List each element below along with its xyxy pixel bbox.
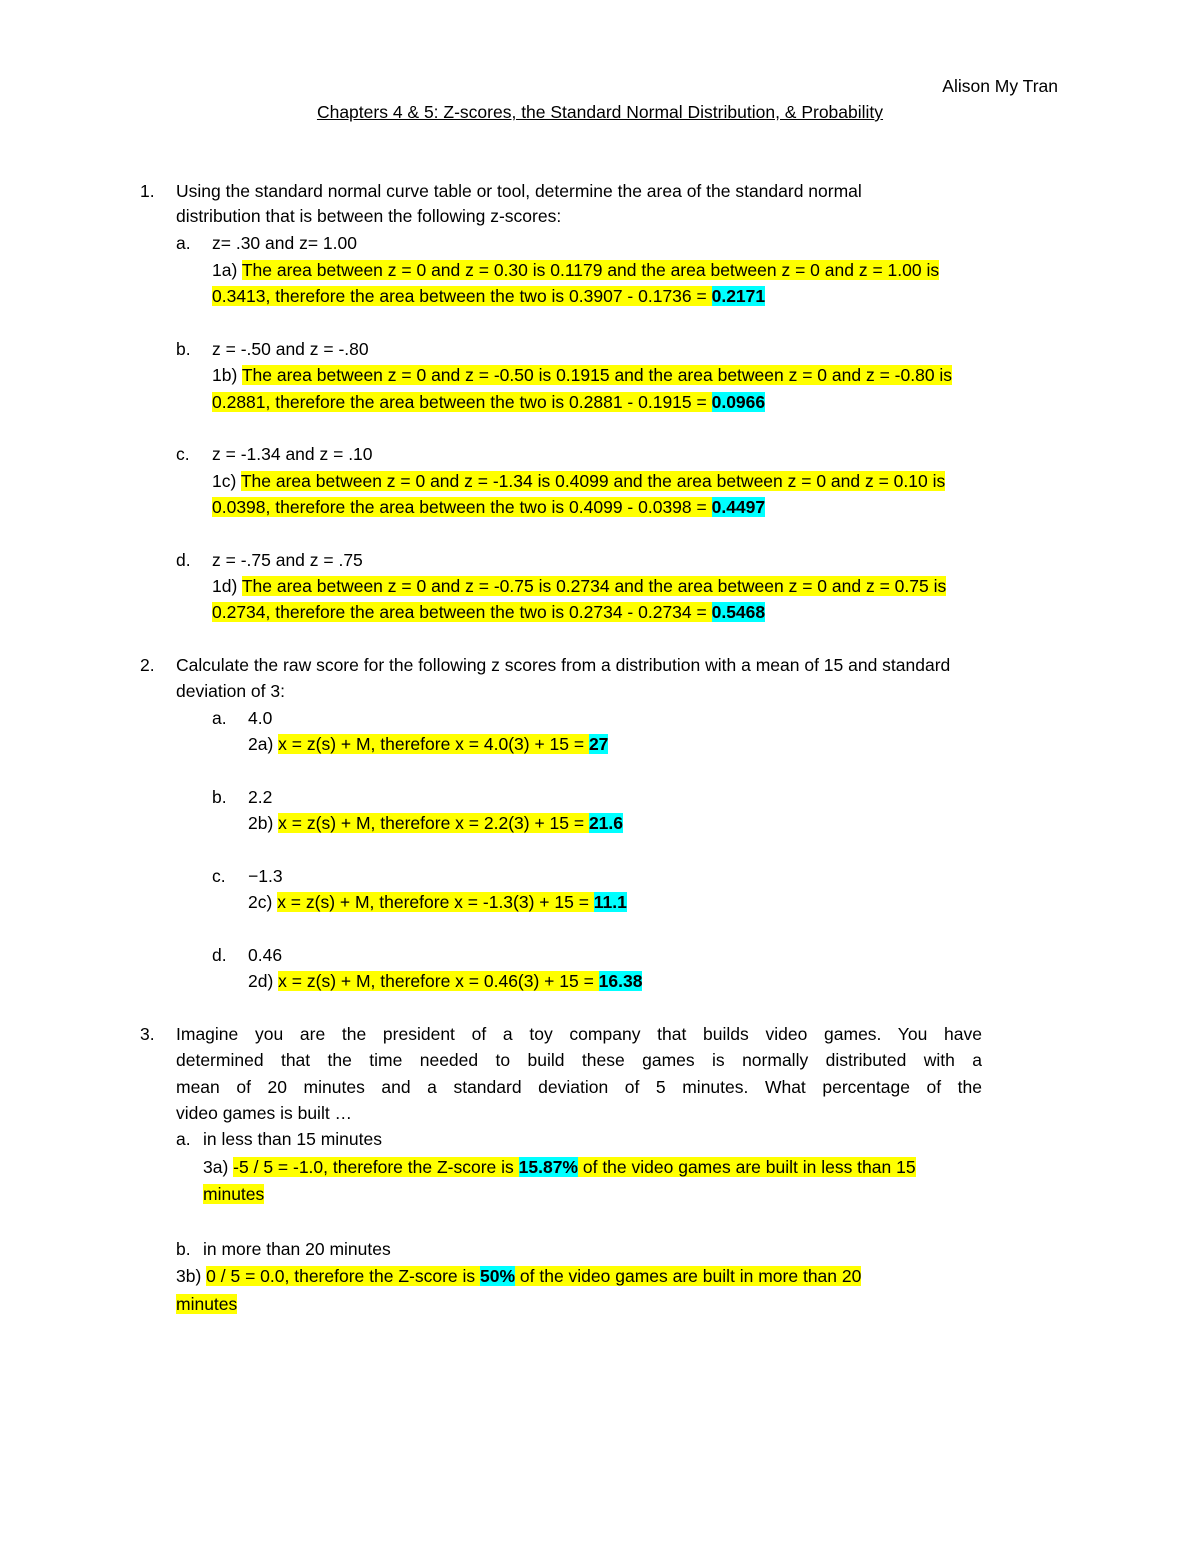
q1d-tag: 1d) xyxy=(212,576,238,596)
q2a-tag: 2a) xyxy=(248,734,274,754)
q2b-tag: 2b) xyxy=(248,813,274,833)
q1a-label: a. xyxy=(176,233,191,253)
q1c-work-line2: 0.0398, therefore the area between the two is 0.4099 - 0.0398 = xyxy=(212,497,712,517)
q2b-prompt: 2.2 xyxy=(248,787,273,807)
q2b-answer xyxy=(248,812,623,834)
document-title: Chapters 4 & 5: Z-scores, the Standard Normal Distribution, & Probability xyxy=(316,102,884,122)
q3b-work-post: of the video games are built in more than 20 xyxy=(515,1266,862,1286)
q1c-prompt: z = -1.34 and z = .10 xyxy=(212,444,373,464)
q2a-work: x = z(s) + M, therefore x = 4.0(3) + 15 = xyxy=(278,734,589,754)
q1a-answer-line1 xyxy=(212,259,939,281)
q1d-answer-line2 xyxy=(212,601,765,623)
q3a-answer-line1 xyxy=(203,1156,916,1178)
q3-text-line1: Imagine you are the president of a toy company that builds video games. You have xyxy=(176,1024,982,1044)
q1d-label: d. xyxy=(176,550,191,570)
q3a-result: 15.87% xyxy=(518,1157,578,1177)
q1a-answer-line2 xyxy=(212,285,765,307)
q3-text-line2: determined that the time needed to build these games is normally distributed with a xyxy=(176,1050,982,1070)
q1a-result: 0.2171 xyxy=(711,286,766,306)
q3b-tag: 3b) xyxy=(176,1266,202,1286)
q3b-work: 0 / 5 = 0.0, therefore the Z-score is xyxy=(206,1266,480,1286)
q1-text-line1: Using the standard normal curve table or tool, determine the area of the standard normal xyxy=(176,181,862,201)
q2-number: 2. xyxy=(140,655,155,675)
q3-text-line4: video games is built … xyxy=(176,1103,353,1123)
q2a-result: 27 xyxy=(588,734,609,754)
q3b-answer-line1 xyxy=(176,1265,861,1287)
q3a-prompt: in less than 15 minutes xyxy=(203,1129,382,1149)
q3a-tag: 3a) xyxy=(203,1157,229,1177)
q1b-work-line1: The area between z = 0 and z = -0.50 is 0.1915 and the area between z = 0 and z = -0.80 is xyxy=(241,365,953,385)
q3a-work-cont: minutes xyxy=(203,1184,265,1204)
q2d-prompt: 0.46 xyxy=(248,945,283,965)
author-name: Alison My Tran xyxy=(942,76,1058,96)
q2c-work: x = z(s) + M, therefore x = -1.3(3) + 15 = xyxy=(277,892,594,912)
q3-text-line3: mean of 20 minutes and a standard deviation of 5 minutes. What percentage of the xyxy=(176,1077,982,1097)
q1d-prompt: z = -.75 and z = .75 xyxy=(212,550,363,570)
q3-number: 3. xyxy=(140,1024,155,1044)
q3a-work: -5 / 5 = -1.0, therefore the Z-score is xyxy=(233,1157,519,1177)
q1b-answer-line2 xyxy=(212,391,765,413)
q2c-prompt: −1.3 xyxy=(248,866,283,886)
q2-text-line2: deviation of 3: xyxy=(176,681,285,701)
q2a-answer xyxy=(248,733,608,755)
q3a-label: a. xyxy=(176,1129,191,1149)
q2d-label: d. xyxy=(212,945,227,965)
q1d-answer-line1 xyxy=(212,575,946,597)
q1b-label: b. xyxy=(176,339,191,359)
q3b-prompt: in more than 20 minutes xyxy=(203,1239,391,1259)
q2a-prompt: 4.0 xyxy=(248,708,273,728)
q1b-result: 0.0966 xyxy=(711,392,766,412)
q1d-work-line2: 0.2734, therefore the area between the two is 0.2734 - 0.2734 = xyxy=(212,602,712,622)
q1c-label: c. xyxy=(176,444,190,464)
q1-number: 1. xyxy=(140,181,155,201)
q1c-work-line1: The area between z = 0 and z = -1.34 is 0.4099 and the area between z = 0 and z = 0.10 is xyxy=(240,471,946,491)
q1b-answer-line1 xyxy=(212,364,952,386)
q1c-answer-line1 xyxy=(212,470,945,492)
q2d-work: x = z(s) + M, therefore x = 0.46(3) + 15 = xyxy=(278,971,599,991)
q1d-result: 0.5468 xyxy=(711,602,766,622)
q2b-result: 21.6 xyxy=(588,813,623,833)
q2c-answer xyxy=(248,891,627,913)
q3b-work-cont: minutes xyxy=(176,1294,238,1314)
q3b-result: 50% xyxy=(480,1266,516,1286)
q3a-answer-line2 xyxy=(203,1183,264,1205)
q1a-prompt: z= .30 and z= 1.00 xyxy=(212,233,357,253)
q1c-tag: 1c) xyxy=(212,471,237,491)
q2a-label: a. xyxy=(212,708,227,728)
q2d-tag: 2d) xyxy=(248,971,274,991)
q1b-prompt: z = -.50 and z = -.80 xyxy=(212,339,369,359)
q1b-work-line2: 0.2881, therefore the area between the two is 0.2881 - 0.1915 = xyxy=(212,392,712,412)
q2d-answer xyxy=(248,970,642,992)
q3b-label: b. xyxy=(176,1239,191,1259)
q1a-tag: 1a) xyxy=(212,260,238,280)
q1d-work-line1: The area between z = 0 and z = -0.75 is 0.2734 and the area between z = 0 and z = 0.75 is xyxy=(241,576,947,596)
q3b-answer-line2 xyxy=(176,1293,237,1315)
q2b-work: x = z(s) + M, therefore x = 2.2(3) + 15 = xyxy=(278,813,589,833)
q1b-tag: 1b) xyxy=(212,365,238,385)
q1a-work-line1: The area between z = 0 and z = 0.30 is 0.1179 and the area between z = 0 and z = 1.00 is xyxy=(241,260,940,280)
q1c-answer-line2 xyxy=(212,496,765,518)
q2c-result: 11.1 xyxy=(593,892,627,912)
q2b-label: b. xyxy=(212,787,227,807)
q1-text-line2: distribution that is between the following z-scores: xyxy=(176,206,562,226)
q2d-result: 16.38 xyxy=(598,971,643,991)
q2c-label: c. xyxy=(212,866,226,886)
q3a-work-post: of the video games are built in less than 15 xyxy=(578,1157,916,1177)
q1c-result: 0.4497 xyxy=(711,497,766,517)
q2c-tag: 2c) xyxy=(248,892,273,912)
q2-text-line1: Calculate the raw score for the following z scores from a distribution with a mean of 15 and standard xyxy=(176,655,951,675)
q1a-work-line2: 0.3413, therefore the area between the two is 0.3907 - 0.1736 = xyxy=(212,286,712,306)
